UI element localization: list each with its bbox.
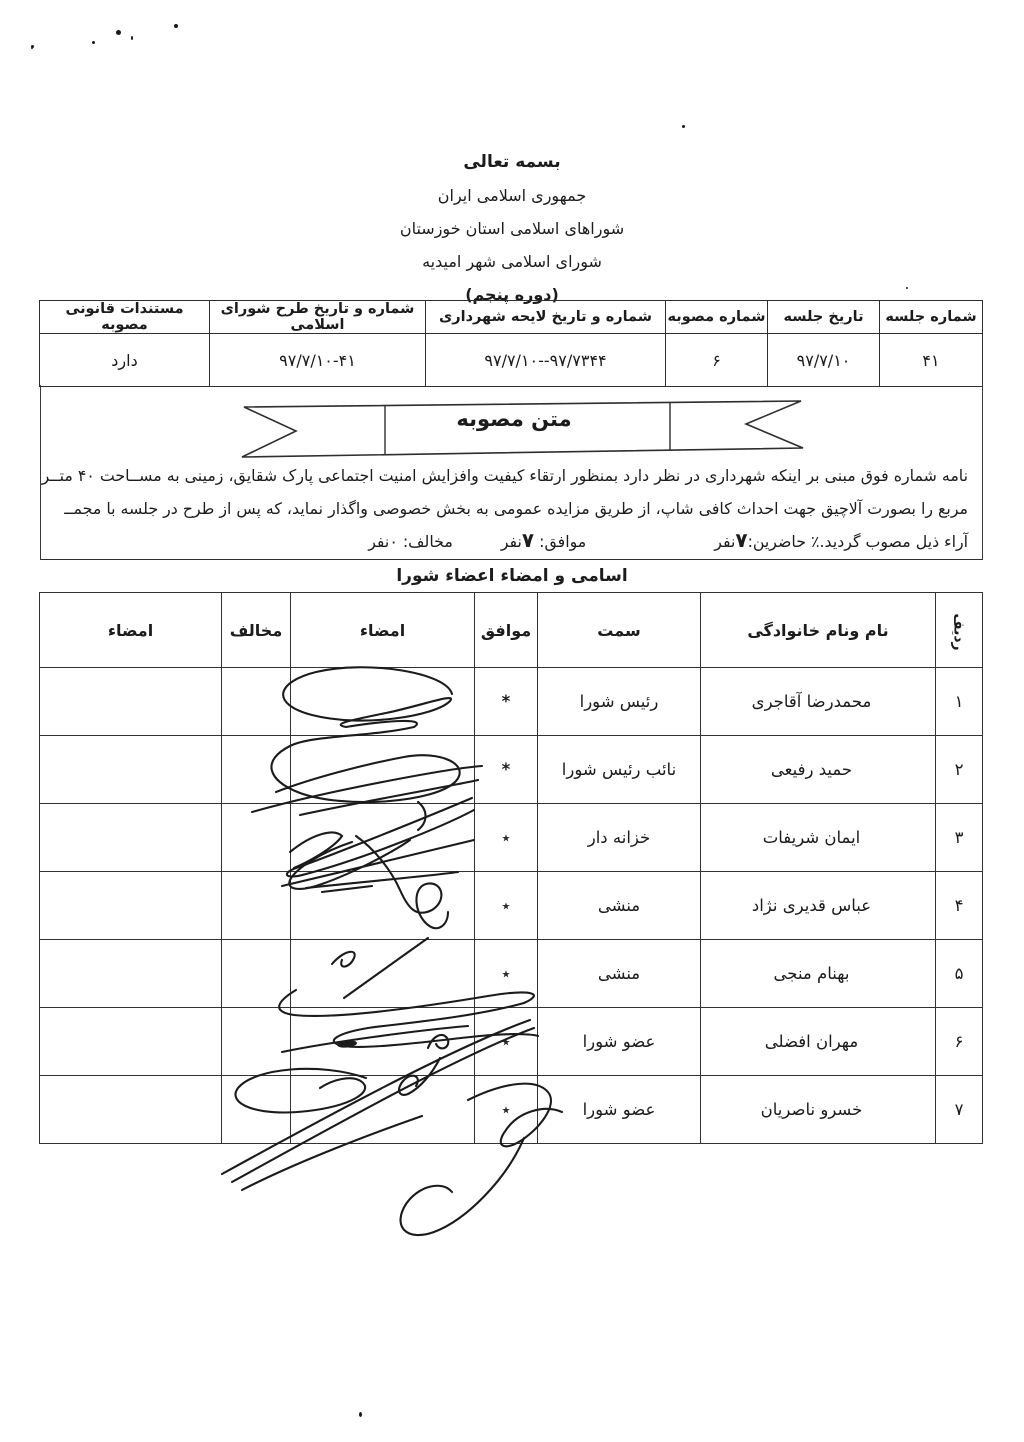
value-session-date: ۹۷/۷/۱۰ bbox=[768, 334, 880, 387]
term-line: (دوره پنجم) bbox=[465, 285, 559, 304]
member-name: بهنام منجی bbox=[701, 940, 936, 1008]
header-legal-docs: مستندات قانونی مصوبه bbox=[40, 301, 210, 334]
header-signature-agree: امضاء bbox=[291, 593, 475, 668]
oppose-mark-cell bbox=[222, 1076, 291, 1144]
agree-count: ۷ bbox=[521, 528, 535, 552]
signature-oppose-cell bbox=[40, 940, 222, 1008]
oppose-mark-cell bbox=[222, 940, 291, 1008]
member-position: رئیس شورا bbox=[538, 668, 701, 736]
value-session-number: ۴۱ bbox=[880, 334, 983, 387]
member-position: عضو شورا bbox=[538, 1008, 701, 1076]
signature-agree-cell bbox=[291, 872, 475, 940]
agree-mark: * bbox=[475, 736, 538, 804]
agree-mark: ٭ bbox=[475, 1008, 538, 1076]
resolution-text bbox=[41, 459, 968, 558]
value-legal-docs: دارد bbox=[40, 334, 210, 387]
member-position: عضو شورا bbox=[538, 1076, 701, 1144]
scan-speck bbox=[92, 41, 95, 44]
member-row bbox=[40, 736, 983, 804]
session-info-table bbox=[39, 300, 983, 387]
members-header-row bbox=[40, 593, 983, 668]
header-oppose: مخالف bbox=[222, 593, 291, 668]
value-plan-number-date: ۹۷/۷/۱۰-۴۱ bbox=[210, 334, 426, 387]
signature-oppose-cell bbox=[40, 804, 222, 872]
signature-oppose-cell bbox=[40, 872, 222, 940]
member-row bbox=[40, 1076, 983, 1144]
member-name: عباس قدیری نژاد bbox=[701, 872, 936, 940]
member-row bbox=[40, 1008, 983, 1076]
member-row bbox=[40, 940, 983, 1008]
oppose-mark-cell bbox=[222, 736, 291, 804]
oppose-mark-cell bbox=[222, 668, 291, 736]
member-name: محمدرضا آقاجری bbox=[701, 668, 936, 736]
present-count: ۷ bbox=[735, 528, 748, 552]
row-number: ۷ bbox=[936, 1076, 983, 1144]
signature-agree-cell bbox=[291, 804, 475, 872]
row-number: ۴ bbox=[936, 872, 983, 940]
member-position: منشی bbox=[538, 872, 701, 940]
member-row bbox=[40, 668, 983, 736]
header-position: سمت bbox=[538, 593, 701, 668]
signature-agree-cell bbox=[291, 940, 475, 1008]
signature-agree-cell bbox=[291, 1076, 475, 1144]
signature-oppose-cell bbox=[40, 736, 222, 804]
member-name: مهران افضلی bbox=[701, 1008, 936, 1076]
member-name: خسرو ناصریان bbox=[701, 1076, 936, 1144]
letterhead bbox=[0, 146, 1024, 311]
vote-summary-prefix: آراء ذیل مصوب گردید.٪ حاضرین:۷نفر bbox=[714, 528, 968, 552]
member-row bbox=[40, 872, 983, 940]
scan-speck bbox=[31, 47, 33, 49]
header-bill-number-date: شماره و تاریخ لایحه شهرداری bbox=[426, 301, 666, 334]
member-name: ایمان شریفات bbox=[701, 804, 936, 872]
agree-mark: * bbox=[475, 668, 538, 736]
oppose-mark-cell bbox=[222, 872, 291, 940]
member-position: نائب رئیس شورا bbox=[538, 736, 701, 804]
header-signature-oppose: امضاء bbox=[40, 593, 222, 668]
country-line: جمهوری اسلامی ایران bbox=[437, 186, 587, 205]
value-bill-number-date: ۹۷/۷/۱۰--۹۷/۷۳۴۴ bbox=[426, 334, 666, 387]
row-number: ۶ bbox=[936, 1008, 983, 1076]
signature-agree-cell bbox=[291, 736, 475, 804]
row-number: ۱ bbox=[936, 668, 983, 736]
signature-agree-cell bbox=[291, 668, 475, 736]
member-name: حمید رفیعی bbox=[701, 736, 936, 804]
members-section-title: اسامی و امضاء اعضاء شورا bbox=[396, 566, 628, 586]
signature-oppose-cell bbox=[40, 668, 222, 736]
header-session-date: تاریخ جلسه bbox=[768, 301, 880, 334]
header-agree: موافق bbox=[475, 593, 538, 668]
scan-speck bbox=[174, 24, 178, 28]
oppose-mark-cell bbox=[222, 1008, 291, 1076]
bismillah-line: بسمه تعالی bbox=[463, 152, 561, 172]
member-position: منشی bbox=[538, 940, 701, 1008]
resolution-block bbox=[40, 385, 983, 560]
value-resolution-number: ۶ bbox=[666, 334, 768, 387]
members-table bbox=[39, 592, 983, 1144]
resolution-line-2: مربع را بصورت آلاچیق جهت احداث کافی شاپ، از طریق مزایده عمومی به بخش خصوصی واگذار نماید، که پس از طرح در جلسه با مجمــ bbox=[64, 499, 968, 518]
signature-oppose-cell bbox=[40, 1008, 222, 1076]
row-number: ۲ bbox=[936, 736, 983, 804]
header-resolution-number: شماره مصوبه bbox=[666, 301, 768, 334]
header-full-name: نام ونام خانوادگی bbox=[701, 593, 936, 668]
row-number: ۵ bbox=[936, 940, 983, 1008]
city-council-line: شورای اسلامی شهر امیدیه bbox=[422, 252, 602, 271]
member-position: خزانه دار bbox=[538, 804, 701, 872]
agree-mark: ٭ bbox=[475, 940, 538, 1008]
agree-mark: ٭ bbox=[475, 804, 538, 872]
oppose-count-group: مخالف: ۰نفر bbox=[368, 532, 453, 551]
agree-mark: ٭ bbox=[475, 872, 538, 940]
scan-speck bbox=[682, 125, 685, 128]
oppose-count: ۰ bbox=[389, 532, 398, 551]
scan-speck bbox=[116, 30, 121, 35]
resolution-line-1: نامه شماره فوق مبنی بر اینکه شهرداری در نظر دارد بمنظور ارتقاء کیفیت وافزایش امنیت اجتماعی پارک شقایق، زمینی به مســاحت ۴۰ متــر bbox=[41, 466, 968, 485]
scan-speck bbox=[359, 1412, 362, 1417]
member-row bbox=[40, 804, 983, 872]
row-number: ۳ bbox=[936, 804, 983, 872]
signature-oppose-cell bbox=[40, 1076, 222, 1144]
province-councils-line: شوراهای اسلامی استان خوزستان bbox=[399, 219, 625, 238]
oppose-mark-cell bbox=[222, 804, 291, 872]
agree-count-group: موافق: ۷نفر bbox=[500, 528, 587, 552]
header-session-number: شماره جلسه bbox=[880, 301, 983, 334]
header-plan-number-date: شماره و تاریخ طرح شورای اسلامی bbox=[210, 301, 426, 334]
signature-agree-cell bbox=[291, 1008, 475, 1076]
ribbon-title: متن مصوبه bbox=[456, 407, 572, 431]
scan-speck bbox=[131, 36, 133, 40]
agree-mark: ٭ bbox=[475, 1076, 538, 1144]
header-row-number: ردیف bbox=[936, 593, 983, 668]
resolution-line-3 bbox=[55, 525, 968, 558]
